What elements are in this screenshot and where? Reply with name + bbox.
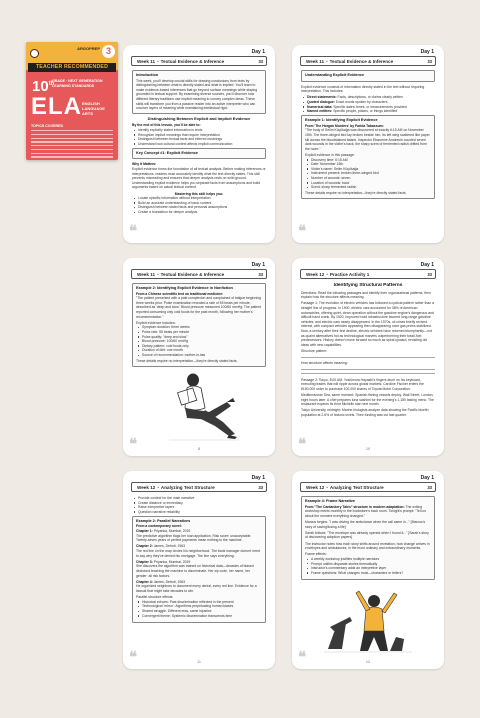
example-note: These details require no interpretation—they're directly stated facts. — [136, 359, 238, 363]
week-label: Week 12 — [306, 485, 325, 490]
page-body — [132, 496, 266, 649]
list-item: Numerical data: Specific dates, times, or measurements provided — [303, 105, 435, 110]
passage-2-extra: Mediterranean Sea, same moment: Spanish fishing vessels deploy. Wall Street, London, eight hours later: A chef prepares tuna sashimi for the evening's 1,180 tasting menu. The restaurant expects its third Michelin star next month. — [301, 392, 434, 407]
list-item: Victim's name: Selim Küçükağa — [307, 167, 431, 172]
quote-mark-icon: ❝ — [129, 648, 138, 666]
why-text: Explicit evidence forms the foundation of all textual analysis. Before making inferences or interpretations, readers must accurately identify what the text directly states. This skill prevents misreading and ensures that deeper analysis rests on solid ground. Understanding explicit evidence helps you separate facts from assumptions and build arguments based on actual textual content. — [132, 167, 266, 190]
mastering-list — [134, 196, 266, 214]
list-item: Historical echoes: Past discrimination reflected in the present — [138, 600, 262, 605]
week-title: Textual Evidence & Inference — [160, 272, 225, 277]
example-text: From "The Cantankery Tales" structure in modern adaptation: The writing workshop meets monthly in the bookstore's back room. Tonight's prompt: "Tell us about the moment everything changed." — [305, 504, 426, 518]
example-box — [132, 516, 266, 623]
day-label: Day 1 — [420, 262, 434, 268]
effects-label: Parallel structure effects: — [136, 595, 174, 600]
effect-label: How structure affects meaning: — [301, 361, 348, 365]
list-item: Scent: sharp fermented radish — [307, 185, 431, 190]
week-title: Textual Evidence & Inference — [160, 59, 225, 64]
answer-line[interactable] — [301, 373, 435, 374]
chapter: Chapter 2: James, Detroit, 1963 The red line on the map circles his neighborhood. The bank manager doesn't need to say why they've denied his mortgage. The line says everything. — [136, 544, 260, 558]
objectives-list — [134, 128, 266, 146]
list-item: Build an accurate understanding of basic content — [134, 201, 266, 206]
list-item: Create distance or immediacy — [134, 501, 266, 506]
list-item: Number of wounds: seven — [307, 176, 431, 181]
list-item: Distinguish between textual facts and inferred meanings — [134, 137, 266, 142]
answer-line[interactable] — [301, 369, 435, 370]
list-item: Date: November 15th — [307, 162, 431, 167]
passage-1: Passage 1: The evolution of electric vehicles has followed a cyclical pattern rather than a straight line of progress. In 1900, electric cars accounted for 38% of American automobiles, offering quiet, clean operation without the gasoline engine's dangerous and difficult hand crank. By 1920, improved road infrastructure favored long-range gasoline vehicles, and electric cars nearly disappeared. In the 1970s, oil crises briefly revived interest, with compact vehicles appearing then disappearing once gas prices stabilized. Now, a century after their first decline, electric vehicles have returned triumphantly—not as quaint alternatives but as technological marvels outperforming their fossil-fuel predecessors. History doesn't move forward so much as spiral upward, revisiting old ideas with new capabilities. — [301, 301, 434, 347]
celebrating-person-illustration — [322, 587, 414, 655]
cover-grade-number: 3 — [102, 45, 115, 58]
page-2 — [292, 45, 444, 243]
list-item: Frame questions: What changes most—characters or tellers? — [307, 571, 431, 576]
list-item: Raise interpretive layers — [134, 505, 266, 510]
page-3 — [123, 258, 275, 456]
list-item: Question narrative reliability — [134, 510, 266, 515]
example-title: Example 1: Identifying Explicit Evidence — [305, 118, 378, 123]
header-number: 33 — [427, 59, 432, 64]
answer-line[interactable] — [301, 357, 435, 358]
week-label: Week 12 — [306, 272, 325, 277]
week-label: Week 11 — [137, 272, 156, 277]
passage-2: Passage 2: Tokyo, 8:00 AM: Yoshimura Hayashi's fingers drum on his keyboard, executing trades that will ripple across global markets. Caroline Fischer enters the ¥150,000 order to purchase 100,000 shares of Toyota Motor Corporation. — [301, 377, 424, 391]
page-1 — [123, 45, 275, 243]
page-number: 11 — [197, 660, 201, 664]
cover-ribbon: TEACHER RECOMMENDED — [28, 63, 116, 72]
why-title: Why It Matters: — [132, 162, 157, 167]
chapter: Chapter 3: Priyanka, Mumbai, 2019 She discovers the algorithm was trained on historical data—decades of biased decisions teaching the machine to discriminate. Her zip code, her name, her gender: all risk factors. — [136, 559, 254, 578]
week-header: Week 12 • Practice Activity 1 33 — [300, 269, 436, 279]
cover-grade-label: GRADE · NEXT GENERATION LEARNING STANDARDS — [52, 79, 103, 88]
example-note: These details require no interpretation—they're directly stated facts. — [305, 191, 407, 196]
effects-list — [138, 600, 262, 618]
example-source: From a contemporary novel: — [136, 524, 182, 529]
page-number: 8 — [197, 447, 201, 451]
intro-text: This week, you'll develop crucial skills for drawing conclusions from texts by distinguishing between what is directly stated and what is implied. You'll learn to make evidence-based inferences that go beyond surface meanings while staying grounded in textual support. By examining diverse sources, you'll discover how different literary traditions use implicit meaning to convey complex ideas. These skills will transform you from a passive reader into an active interpreter who can uncover layers of meaning while maintaining intellectual rigor. — [136, 78, 258, 111]
mastering-title: Mastering this skill helps you: — [174, 191, 224, 196]
week-header: Week 11 • Textual Evidence & Inference 33 — [300, 56, 436, 66]
intro-box — [132, 70, 266, 114]
week-title: Analyzing Text Structure — [329, 485, 384, 490]
quote-mark-icon: ❝ — [129, 435, 138, 453]
paragraph: The instructor notes how each story shifts around revelation, how change arrives in envelopes and ambulances, in the most ordinary and extraordinary moments. — [305, 541, 430, 551]
evidence-types-list — [303, 95, 435, 113]
explicit-label: Explicit evidence in this passage: — [305, 153, 355, 157]
page-4 — [292, 258, 444, 456]
week-header: Week 12 • Analyzing Text Structure 33 — [300, 482, 436, 492]
list-item: Discovery time: 6:15 AM — [307, 158, 431, 163]
list-item: Instrument present: broken three-winged bird — [307, 171, 431, 176]
understanding-title: Understanding Explicit Evidence — [305, 73, 365, 77]
example-source: From a Chinese scientific text on traditional medicine: — [136, 291, 224, 296]
header-number: 33 — [258, 59, 263, 64]
list-item: Quoted dialogue: Exact words spoken by characters — [303, 100, 435, 105]
concept-title: Key Concept #1: Explicit Evidence — [136, 150, 199, 155]
passage-2-extra2: Tokyo University, midnight: Marine biologists analyze data showing the Pacific bluefin population at 2.6% of historic levels. Their funding was cut last quarter. — [301, 408, 429, 417]
page-number: 10 — [365, 447, 371, 451]
quote-mark-icon: ❝ — [298, 435, 307, 453]
effects-label: Frame effects: — [305, 552, 327, 557]
list-item: Shared struggle: Different eras, same injustice — [138, 609, 262, 614]
cover-topic-lines — [31, 130, 113, 160]
page-body — [132, 70, 266, 223]
list-item: Prompt unifies disparate stories thematically — [307, 562, 431, 567]
list-item: Pulse quality: "deep and slow" — [138, 335, 262, 340]
list-item: Duration of diet: one month — [138, 348, 262, 353]
cover-topics: TOPICS COVERED — [31, 124, 64, 128]
page-body — [301, 496, 435, 585]
cover-grade-suffix: th — [48, 81, 55, 87]
example-box — [132, 283, 266, 367]
list-item: Provide context for the main narrative — [134, 496, 266, 501]
cover-subtitle: ENGLISH LANGUAGE ARTS — [82, 101, 105, 116]
list-item: Locate specific information without interpretation — [134, 196, 266, 201]
quote-mark-icon: ❝ — [129, 222, 138, 240]
list-item: Understand how cultural context affects implicit communication — [134, 142, 266, 147]
list-item: Create a foundation for deeper analysis — [134, 210, 266, 215]
list-item: Source of recommendation: mother-in-law — [138, 353, 262, 358]
week-header: Week 11 • Textual Evidence & Inference 33 — [131, 269, 267, 279]
understanding-box — [301, 70, 435, 82]
quote-mark-icon: ❝ — [298, 222, 307, 240]
week-label: Week 11 — [137, 59, 156, 64]
day-label: Day 1 — [420, 475, 434, 481]
structure-label: Structure pattern: — [301, 348, 328, 353]
list-item: Dietary pattern: cold foods only — [138, 344, 262, 349]
header-number: 33 — [258, 485, 263, 490]
cover-brand: ARGOPREP — [77, 46, 100, 51]
example-title: Example 4: Frame Narrative — [305, 499, 356, 503]
page-6 — [292, 471, 444, 669]
page-5 — [123, 471, 275, 669]
cover-badge-icon — [30, 49, 39, 58]
week-title: Practice Activity 1 — [329, 272, 370, 277]
paragraph: Sarah follows: "The envelope was already opened when I found it..." [Sarah's story of discovering adoption papers] — [305, 530, 429, 540]
objectives-label: By the end of this lesson, you'll be able to: — [132, 123, 201, 128]
explicit-label: Explicit evidence includes: — [136, 320, 176, 325]
list-item: Pulse rate: 55 beats per minute — [138, 330, 262, 335]
list-item: Recognize implicit meanings that require interpretation — [134, 133, 266, 138]
purpose-list — [134, 496, 266, 514]
page-body — [301, 70, 435, 223]
effects-list — [307, 557, 431, 575]
understanding-text: Explicit evidence consists of information directly stated in the text without requiring interpretation. This includes: — [301, 84, 425, 94]
list-item: Convergent theme: Systemic discrimination transcends time — [138, 614, 262, 619]
quote-mark-icon: ❝ — [298, 648, 307, 666]
list-item: Distinguish between stated facts and personal assumptions — [134, 205, 266, 210]
day-label: Day 1 — [251, 475, 265, 481]
example-box — [301, 115, 435, 199]
example-title: Example 2: Parallel Narratives — [136, 518, 191, 523]
week-title: Textual Evidence & Inference — [329, 59, 394, 64]
week-label: Week 11 — [306, 59, 325, 64]
list-item: Location of wounds: back — [307, 181, 431, 186]
evidence-list — [138, 325, 262, 357]
example-title: Example 2: Identifying Explicit Evidence in Nonfiction — [136, 286, 233, 290]
week-title: Analyzing Text Structure — [160, 485, 215, 490]
example-text: "The body of Selim Küçükağa was discovered at exactly 6:15 AM on November 15th. The three-winged bird lay broken beside him. Its left wing scattered like paper slit across the bloodstained tatami. Inspector Ekwueme Amdrecin counted seven dark wounds in the victim's back, the sharp scent of fermented radish drifted from the room." — [305, 128, 430, 151]
activity-title: Identifying Structural Patterns — [333, 283, 403, 288]
cover-title: ELA — [31, 93, 82, 120]
list-item: Blood pressure: 100/60 mmHg — [138, 339, 262, 344]
intro-title: Introduction — [136, 73, 159, 77]
day-label: Day 1 — [251, 262, 265, 268]
week-header: Week 12 • Analyzing Text Structure 33 — [131, 482, 267, 492]
day-label: Day 1 — [251, 49, 265, 55]
header-number: 33 — [258, 272, 263, 277]
header-number: 33 — [427, 272, 432, 277]
page-body — [301, 283, 435, 436]
page-body — [132, 283, 266, 368]
list-item: A weekly workshop justifies multiple narrators — [307, 557, 431, 562]
week-header: Week 11 • Textual Evidence & Inference 33 — [131, 56, 267, 66]
section-heading: Distinguishing Between Explicit and Implicit Evidence — [147, 115, 251, 121]
evidence-list — [307, 158, 431, 190]
concept-box — [132, 148, 266, 160]
list-item: Symptom duration: three weeks — [138, 325, 262, 330]
page-number: 12 — [365, 660, 371, 664]
list-item: Named entities: Specific people, places, or things identified — [303, 109, 435, 114]
chapter: Chapter 1: Priyanka, Mumbai, 2019 The predictive algorithm flags her loan application. Risk score: unacceptable. Twenty-seven years of perfect payments mean nothing to the machine. — [136, 529, 252, 543]
example-text: "The patient presented with a pale complexion and complained of fatigue beginning three weeks prior. Pulse examination revealed a rate of 55 beats per minute, described as 'deep and slow.' Blood pressure measured 100/60 mmHg. The patient reported consuming only cold foods for the past month, following her mother's recommendation." — [136, 296, 261, 319]
list-item: Direct statements: Facts, descriptions, or claims clearly written — [303, 95, 435, 100]
example-source: From 'The Horgan Murders' by Farida Tabassum: — [305, 123, 384, 128]
header-number: 33 — [427, 485, 432, 490]
day-label: Day 1 — [420, 49, 434, 55]
list-item: Identify explicitly stated information in texts — [134, 128, 266, 133]
reading-person-illustration — [163, 372, 241, 442]
example-box — [301, 496, 435, 580]
cover-grade-value: 10 — [32, 78, 49, 95]
directions: Directions: Read the following passages and identify their organizational patterns, then explain how the structure affects meaning. — [301, 290, 431, 300]
paragraph: Marcus begins: "I was driving the ambulance when the call came in..." [Marcus's story of saving/losing a life] — [305, 519, 426, 529]
list-item: Instructor's commentary adds an interpretive layer — [307, 566, 431, 571]
book-cover — [26, 42, 118, 160]
list-item: Technological 'mirror': Algorithms perpetuating human biases — [138, 604, 262, 609]
chapter: Chapter 4: James, Detroit, 1963 He organized neighbors to document every denial, every red line. Evidence for a lawsuit that might take decades to win. — [136, 579, 257, 593]
week-label: Week 12 — [137, 485, 156, 490]
